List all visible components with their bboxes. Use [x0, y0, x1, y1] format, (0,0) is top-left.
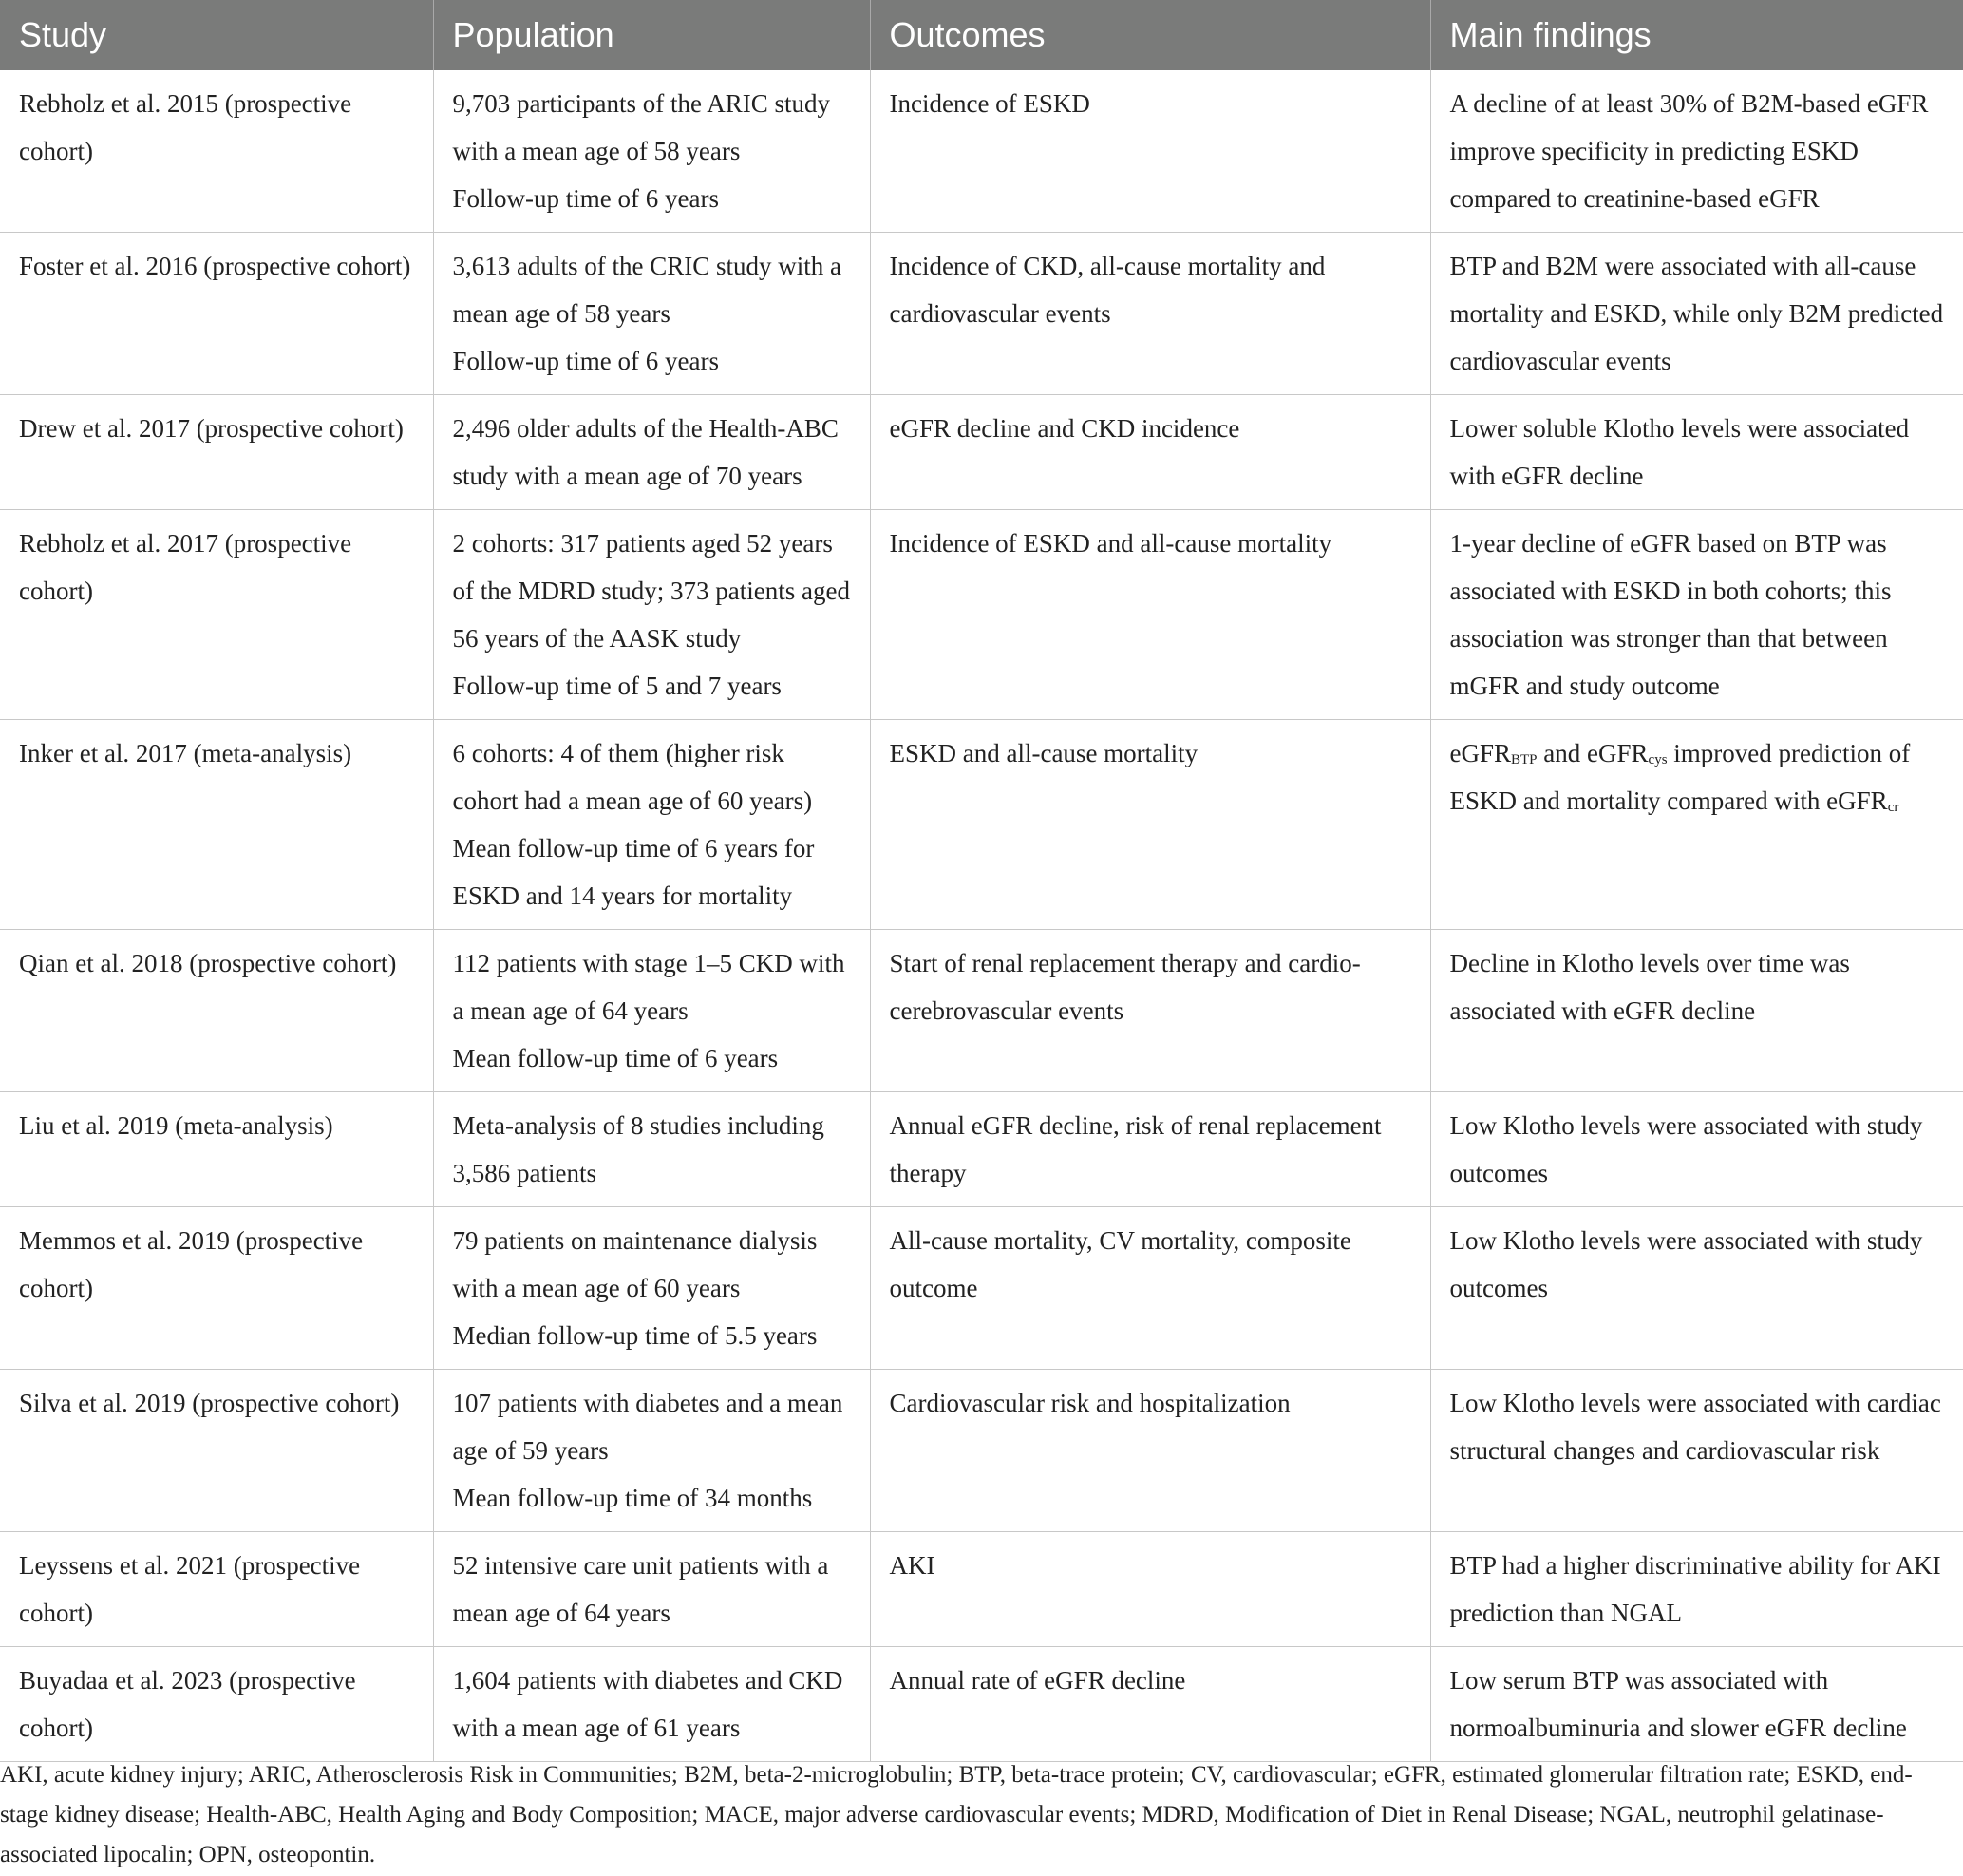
- population-line: 1,604 patients with diabetes and CKD with a mean age of 61 years: [452, 1666, 843, 1742]
- subscript-cys: cys: [1648, 752, 1668, 767]
- cell-study: Buyadaa et al. 2023 (prospective cohort): [0, 1647, 433, 1762]
- cell-outcomes: ESKD and all-cause mortality: [870, 720, 1430, 930]
- cell-study: Liu et al. 2019 (meta-analysis): [0, 1092, 433, 1207]
- population-line: 79 patients on maintenance dialysis with a mean age of 60 years: [452, 1226, 818, 1302]
- cell-study: Inker et al. 2017 (meta-analysis): [0, 720, 433, 930]
- cell-findings: Low serum BTP was associated with normoalbuminuria and slower eGFR decline: [1430, 1647, 1963, 1762]
- cell-outcomes: Annual eGFR decline, risk of renal replacement therapy: [870, 1092, 1430, 1207]
- cell-population: [433, 1092, 870, 1207]
- cell-population: [433, 510, 870, 720]
- cell-findings: Low Klotho levels were associated with study outcomes: [1430, 1092, 1963, 1207]
- population-line: 2 cohorts: 317 patients aged 52 years of the MDRD study; 373 patients aged 56 years of the AASK study: [452, 529, 850, 653]
- table-row: [0, 720, 1963, 930]
- cell-study: Foster et al. 2016 (prospective cohort): [0, 233, 433, 395]
- findings-text: and eGFR: [1537, 739, 1649, 767]
- cell-outcomes: Cardiovascular risk and hospitalization: [870, 1370, 1430, 1532]
- cell-study: Qian et al. 2018 (prospective cohort): [0, 930, 433, 1092]
- header-main-findings: Main findings: [1430, 0, 1963, 70]
- cell-outcomes: eGFR decline and CKD incidence: [870, 395, 1430, 510]
- population-line: Mean follow-up time of 34 months: [452, 1484, 813, 1512]
- cell-study: Silva et al. 2019 (prospective cohort): [0, 1370, 433, 1532]
- header-study: Study: [0, 0, 433, 70]
- table-footnote: AKI, acute kidney injury; ARIC, Atherosclerosis Risk in Communities; B2M, beta-2-microglobulin; BTP, beta-trace protein; CV, cardiovascular; eGFR, estimated glomerular filtration rate; ESKD, end-stage kidney disease; Health-ABC, Health Aging and Body Composition; MACE, major adverse cardiovascular events; MDRD, Modification of Diet in Renal Disease; NGAL, neutrophil gelatinase-associated lipocalin; OPN, osteopontin.: [0, 1762, 1913, 1867]
- cell-findings: BTP and B2M were associated with all-cause mortality and ESKD, while only B2M predicted cardiovascular events: [1430, 233, 1963, 395]
- cell-study: Leyssens et al. 2021 (prospective cohort): [0, 1532, 433, 1647]
- cell-outcomes: Start of renal replacement therapy and cardio-cerebrovascular events: [870, 930, 1430, 1092]
- table-row: [0, 395, 1963, 510]
- population-line: Mean follow-up time of 6 years: [452, 1044, 779, 1072]
- cell-population: [433, 1647, 870, 1762]
- header-row: [0, 0, 1963, 70]
- cell-study: Drew et al. 2017 (prospective cohort): [0, 395, 433, 510]
- table-row: [0, 1207, 1963, 1370]
- population-line: Follow-up time of 5 and 7 years: [452, 672, 782, 700]
- cell-population: [433, 233, 870, 395]
- population-line: 107 patients with diabetes and a mean age of 59 years: [452, 1389, 843, 1465]
- cell-population: [433, 395, 870, 510]
- cell-study: Rebholz et al. 2015 (prospective cohort): [0, 70, 433, 233]
- table-row: [0, 1370, 1963, 1532]
- cell-findings: Low Klotho levels were associated with cardiac structural changes and cardiovascular risk: [1430, 1370, 1963, 1532]
- cell-findings: Lower soluble Klotho levels were associated with eGFR decline: [1430, 395, 1963, 510]
- findings-text: improved prediction of ESKD and mortality compared with eGFR: [1449, 739, 1911, 815]
- cell-findings: Low Klotho levels were associated with study outcomes: [1430, 1207, 1963, 1370]
- cell-study: Rebholz et al. 2017 (prospective cohort): [0, 510, 433, 720]
- cell-outcomes: Annual rate of eGFR decline: [870, 1647, 1430, 1762]
- table-row: [0, 1647, 1963, 1762]
- cell-outcomes: All-cause mortality, CV mortality, composite outcome: [870, 1207, 1430, 1370]
- table-header: [0, 0, 1963, 70]
- cell-population: [433, 1370, 870, 1532]
- header-population: Population: [433, 0, 870, 70]
- cell-outcomes: Incidence of CKD, all-cause mortality and cardiovascular events: [870, 233, 1430, 395]
- population-line: 52 intensive care unit patients with a mean age of 64 years: [452, 1551, 829, 1627]
- population-line: 9,703 participants of the ARIC study with a mean age of 58 years: [452, 89, 830, 165]
- cell-findings: 1-year decline of eGFR based on BTP was associated with ESKD in both cohorts; this association was stronger than that between mGFR and study outcome: [1430, 510, 1963, 720]
- table-row: [0, 233, 1963, 395]
- cell-findings: A decline of at least 30% of B2M-based eGFR improve specificity in predicting ESKD compared to creatinine-based eGFR: [1430, 70, 1963, 233]
- table-row: [0, 930, 1963, 1092]
- cell-population: [433, 930, 870, 1092]
- cell-findings: [1430, 720, 1963, 930]
- population-line: Meta-analysis of 8 studies including 3,586 patients: [452, 1111, 824, 1187]
- population-line: Follow-up time of 6 years: [452, 347, 719, 375]
- findings-text: eGFR: [1449, 739, 1512, 767]
- table-row: [0, 510, 1963, 720]
- population-line: Median follow-up time of 5.5 years: [452, 1321, 818, 1350]
- cell-outcomes: Incidence of ESKD and all-cause mortality: [870, 510, 1430, 720]
- header-outcomes: Outcomes: [870, 0, 1430, 70]
- population-line: Mean follow-up time of 6 years for ESKD and 14 years for mortality: [452, 834, 815, 910]
- table-row: [0, 1532, 1963, 1647]
- population-line: Follow-up time of 6 years: [452, 184, 719, 213]
- population-line: 112 patients with stage 1–5 CKD with a mean age of 64 years: [452, 949, 845, 1025]
- cell-population: [433, 720, 870, 930]
- table-row: [0, 1092, 1963, 1207]
- population-line: 6 cohorts: 4 of them (higher risk cohort had a mean age of 60 years): [452, 739, 813, 815]
- cell-population: [433, 1207, 870, 1370]
- population-line: 3,613 adults of the CRIC study with a mean age of 58 years: [452, 252, 841, 328]
- cell-findings: BTP had a higher discriminative ability for AKI prediction than NGAL: [1430, 1532, 1963, 1647]
- subscript-cr: cr: [1887, 800, 1899, 815]
- subscript-btp: BTP: [1511, 752, 1538, 767]
- cell-outcomes: Incidence of ESKD: [870, 70, 1430, 233]
- cell-outcomes: AKI: [870, 1532, 1430, 1647]
- population-line: 2,496 older adults of the Health-ABC study with a mean age of 70 years: [452, 414, 839, 490]
- cell-population: [433, 70, 870, 233]
- table-row: [0, 70, 1963, 233]
- cell-population: [433, 1532, 870, 1647]
- cell-study: Memmos et al. 2019 (prospective cohort): [0, 1207, 433, 1370]
- cell-findings: Decline in Klotho levels over time was associated with eGFR decline: [1430, 930, 1963, 1092]
- table-body: [0, 70, 1963, 1762]
